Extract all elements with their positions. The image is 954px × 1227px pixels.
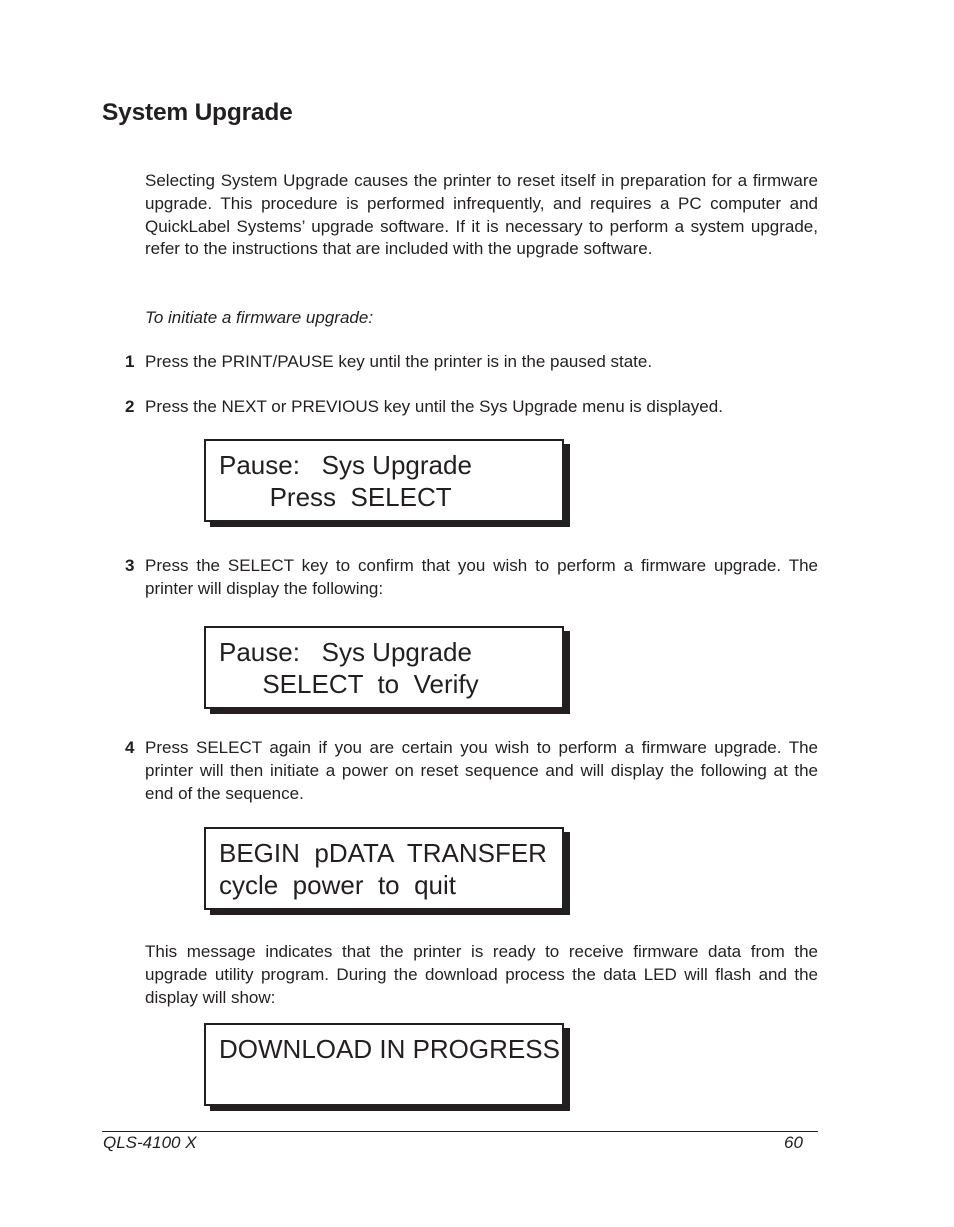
footer-rule [102, 1131, 818, 1132]
lcd-display-verify [204, 626, 564, 709]
step-text: Press SELECT again if you are certain you wish to perform a firmware upgrade. The printer will then initiate a power on reset sequence and will display the following at the end of the sequence. [145, 738, 818, 803]
step-text: Press the NEXT or PREVIOUS key until the Sys Upgrade menu is displayed. [145, 397, 723, 416]
outro-paragraph: This message indicates that the printer is ready to receive firmware data from the upgrade utility program. During the download process the data LED will flash and the display will show: [145, 942, 818, 1007]
step-number: 3 [125, 556, 135, 575]
footer-model: QLS-4100 X [103, 1133, 197, 1152]
section-title: System Upgrade [102, 99, 293, 126]
step-number: 2 [125, 397, 135, 416]
step-text: Press the SELECT key to confirm that you wish to perform a firmware upgrade. The printer will display the following: [145, 556, 818, 598]
display-line-2: cycle power to quit [219, 870, 456, 900]
lcd-display-transfer [204, 827, 564, 910]
step-number: 1 [125, 352, 135, 371]
display-line-1: Pause: Sys Upgrade [219, 637, 472, 667]
step-text: Press the PRINT/PAUSE key until the printer is in the paused state. [145, 352, 653, 371]
lcd-display-download [204, 1023, 564, 1106]
procedure-heading: To initiate a firmware upgrade: [145, 308, 374, 327]
lcd-display-sys-upgrade [204, 439, 564, 522]
step-number: 4 [125, 738, 135, 757]
display-line-1: Pause: Sys Upgrade [219, 450, 472, 480]
display-line-1: DOWNLOAD IN PROGRESS [219, 1034, 560, 1064]
intro-paragraph: Selecting System Upgrade causes the printer to reset itself in preparation for a firmware upgrade. This procedure is performed infrequently, and requires a PC computer and QuickLabel Systems’ upgrade software. If it is necessary to perform a system upgrade, refer to the instructions that are included with the upgrade software. [145, 171, 818, 259]
display-line-2: Press SELECT [219, 482, 452, 512]
display-line-1: BEGIN pDATA TRANSFER [219, 838, 547, 868]
display-line-2: SELECT to Verify [219, 669, 479, 699]
page-number: 60 [784, 1133, 803, 1152]
